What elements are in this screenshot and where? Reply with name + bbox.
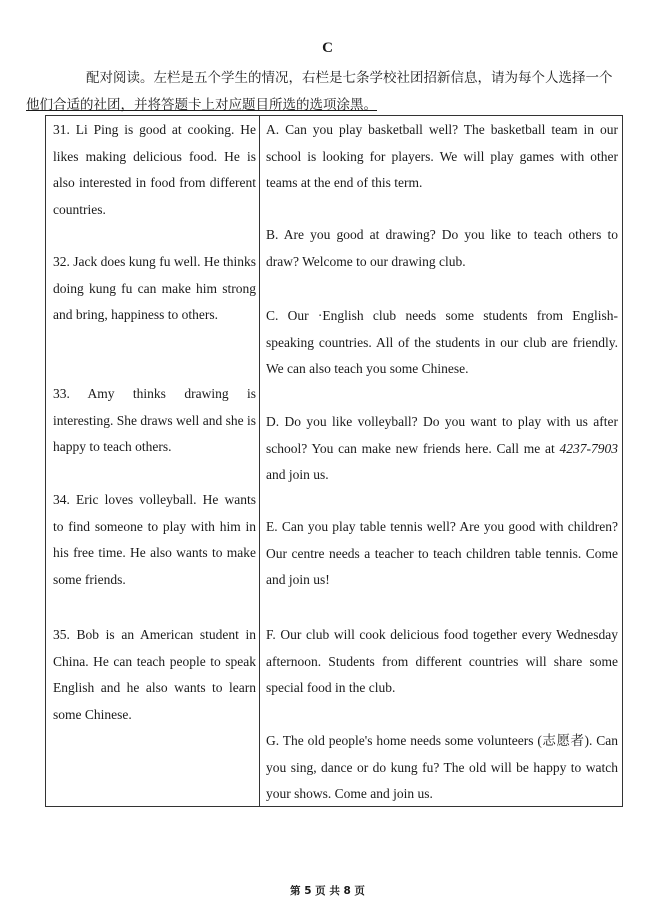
club-option-d-phone: 4237-7903 bbox=[559, 440, 618, 456]
club-option-d-text: D. Do you like volleyball? Do you want to play with us after school? You can make new friends here. Call me at bbox=[266, 414, 618, 456]
instructions-line-2: 他们合适的社团，并将答题卡上对应题目所选的选项涂黑。 bbox=[26, 97, 377, 112]
student-34: 34. Eric loves volleyball. He wants to find someone to play with him in his free time. He also wants to make some friends. bbox=[53, 492, 256, 587]
student-31: 31. Li Ping is good at cooking. He likes making delicious food. He is also interested in food from different countries. bbox=[53, 122, 256, 217]
instructions bbox=[26, 64, 624, 118]
student-33: 33. Amy thinks drawing is interesting. She draws well and she is happy to teach others. bbox=[53, 386, 256, 454]
column-divider bbox=[259, 115, 260, 807]
club-option-a: A. Can you play basketball well? The basketball team in our school is looking for players. We will play games with other teams at the end of this term. bbox=[266, 122, 618, 190]
club-option-e: E. Can you play table tennis well? Are you good with children? Our centre needs a teacher to teach children table tennis. Come and join us! bbox=[266, 519, 618, 587]
club-option-g: G. The old people's home needs some volunteers (志愿者). Can you sing, dance or do kung fu? The old will be happy to watch your shows. Come and join us. bbox=[266, 733, 618, 801]
student-35: 35. Bob is an American student in China. He can teach people to speak English and he also wants to learn some Chinese. bbox=[53, 627, 256, 722]
club-option-f: F. Our club will cook delicious food together every Wednesday afternoon. Students from different countries will share some special food in the club. bbox=[266, 627, 618, 695]
club-option-c: C. Our ·English club needs some students from English-speaking countries. All of the students in our club are friendly. We can also teach you some Chinese. bbox=[266, 308, 618, 376]
student-32: 32. Jack does kung fu well. He thinks doing kung fu can make him strong and bring, happiness to others. bbox=[53, 254, 256, 322]
section-title: C bbox=[322, 40, 333, 56]
club-option-d bbox=[266, 409, 618, 489]
club-option-b: B. Are you good at drawing? Do you like to teach others to draw? Welcome to our drawing club. bbox=[266, 227, 618, 269]
club-option-d-text-end: and join us. bbox=[266, 467, 329, 482]
instructions-line-1: 配对阅读。左栏是五个学生的情况，右栏是七条学校社团招新信息，请为每个人选择一个 bbox=[86, 70, 613, 85]
page-footer: 第 5 页 共 8 页 bbox=[290, 885, 365, 897]
